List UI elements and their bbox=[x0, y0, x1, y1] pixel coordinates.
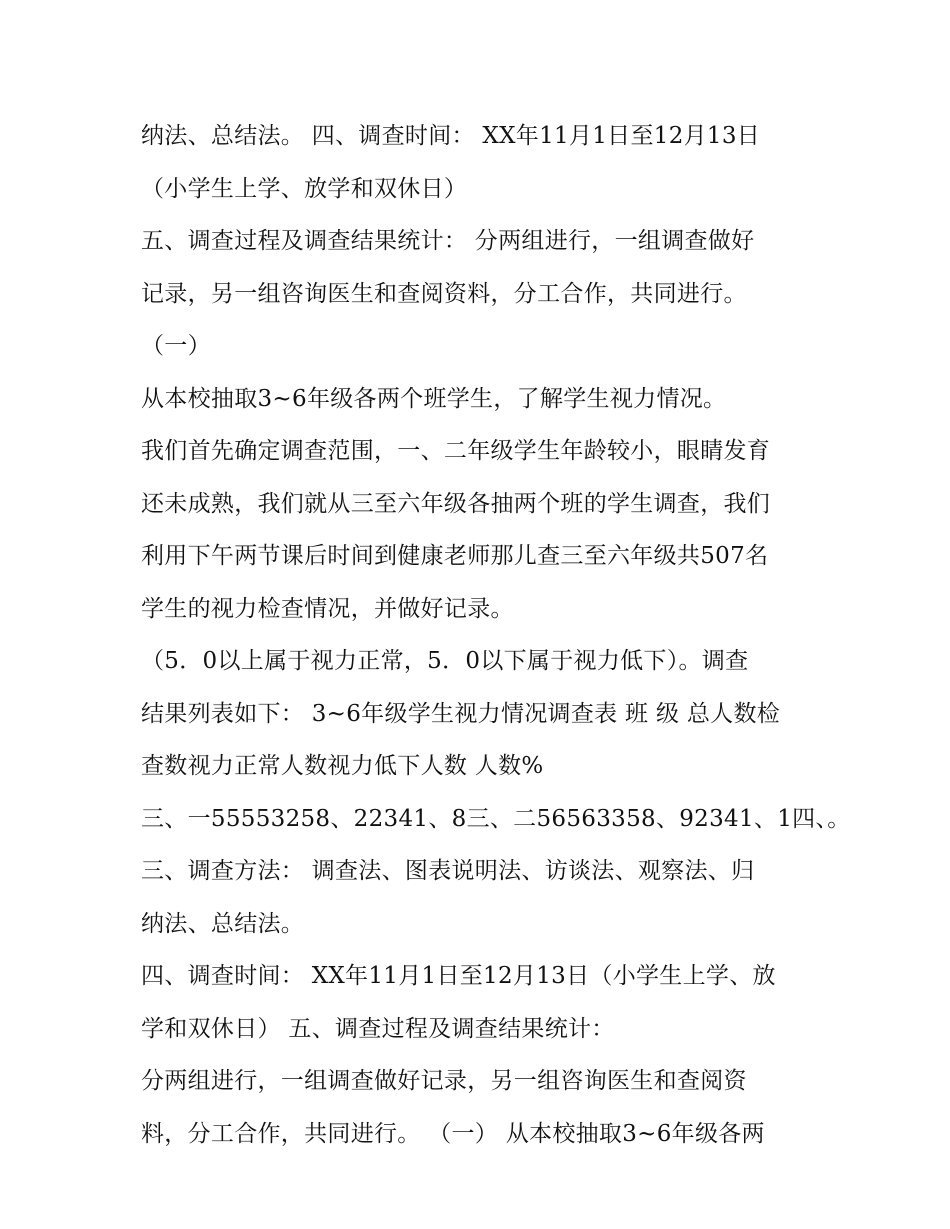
text-line-20: 料，分工合作，共同进行。 （一） 从本校抽取3~6年级各两 bbox=[141, 1120, 765, 1147]
text-line-6: 从本校抽取3~6年级各两个班学生，了解学生视力情况。 bbox=[141, 385, 727, 412]
text-line-11: （5．0以上属于视力正常，5．0以下属于视力低下）。调查 bbox=[141, 648, 749, 674]
text-line-3: 五、调查过程及调查结果统计： 分两组进行，一组调查做好 bbox=[141, 228, 755, 254]
text-line-15: 三、调查方法： 调查法、图表说明法、访谈法、观察法、归 bbox=[141, 858, 755, 884]
text-line-13: 查数视力正常人数视力低下人数 人数% bbox=[141, 753, 544, 779]
text-line-14: 三、一55553258、22341、8三、二56563358、92341、1四、。 bbox=[141, 805, 851, 832]
text-line-16: 纳法、总结法。 bbox=[141, 910, 305, 937]
text-line-5: （一） bbox=[141, 333, 211, 359]
text-line-8: 还未成熟，我们就从三至六年级各抽两个班的学生调查，我们 bbox=[141, 490, 771, 517]
text-line-1: 纳法、总结法。 四、调查时间： XX年11月1日至12月13日 bbox=[141, 123, 761, 149]
text-line-2: （小学生上学、放学和双休日） bbox=[141, 175, 468, 202]
text-line-12: 结果列表如下： 3~6年级学生视力情况调查表 班 级 总人数检 bbox=[141, 700, 781, 727]
text-line-18: 学和双休日） 五、调查过程及调查结果统计： bbox=[141, 1015, 615, 1042]
text-line-7: 我们首先确定调查范围，一、二年级学生年龄较小，眼睛发育 bbox=[141, 438, 771, 464]
text-line-19: 分两组进行，一组调查做好记录，另一组咨询医生和查阅资 bbox=[141, 1068, 747, 1094]
text-line-17: 四、调查时间： XX年11月1日至12月13日（小学生上学、放 bbox=[141, 963, 776, 989]
text-line-10: 学生的视力检查情况，并做好记录。 bbox=[141, 595, 514, 622]
document-body bbox=[141, 110, 851, 1160]
text-line-4: 记录，另一组咨询医生和查阅资料，分工合作，共同进行。 bbox=[141, 280, 747, 307]
text-line-9: 利用下午两节课后时间到健康老师那儿查三至六年级共507名 bbox=[141, 543, 769, 569]
